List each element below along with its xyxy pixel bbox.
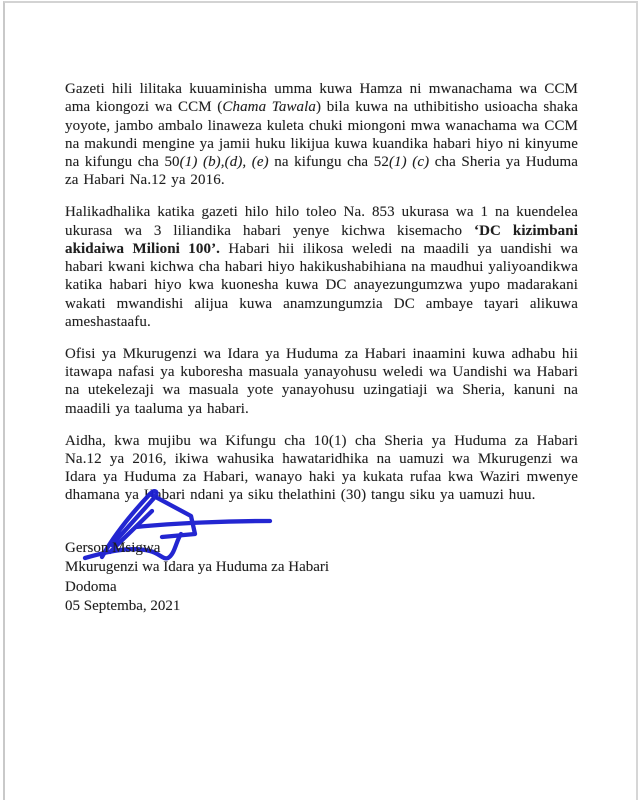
paragraph-segment: Halikadhalika katika gazeti hilo hilo toleo Na. 853 ukurasa wa 1 na kuendelea ukurasa wa 3 liliandika habari yenye kichwa kisemacho <box>65 204 578 239</box>
paragraph-segment: Ofisi ya Mkurugenzi wa Idara ya Huduma za Habari inaamini kuwa adhabu hii itawapa nafasi ya kuboresha masuala yanayohusu weledi wa Uandishi wa Habari na utekelezaji wa masuala yote yanayohusu uzingatiaji wa Sheria, kanuni na maadili ya taaluma ya habari. <box>65 345 578 417</box>
paragraph-segment: ) bila kuwa na uthibitisho usioacha shaka yoyote, jambo ambalo linaweza kuleta chuki miongoni mwa wanachama wa CCM na makundi mengine ya jamii huku likijua kuwa kuandika habari hiyo ni kinyume na kifungu cha 50 <box>65 99 578 171</box>
paragraph-segment: ‘DC kizimbani akidaiwa Milioni 100’. <box>65 222 578 257</box>
paragraph-segment: Chama Tawala <box>222 99 317 116</box>
paragraph-segment: Habari hii ilikosa weledi na maadili ya uandishi wa habari kwani kichwa cha habari hiyo hakikushabihiana na maudhui yaliyoandikwa katika habari hiyo kwa kuonesha kuwa DC anayezungumzwa yupo madarakani wakati mwandishi alijua kuwa anamzungumzia DC ambaye tayari alikuwa ameshastaafu. <box>65 240 578 331</box>
paragraph <box>65 203 578 331</box>
paragraph-segment: Aidha, kwa mujibu wa Kifungu cha 10(1) cha Sheria ya Huduma za Habari Na.12 ya 2016, ikiwa wahusika hawataridhika na uamuzi wa Mkurugenzi wa Idara ya Huduma za Habari, wanayo haki ya kukata rufaa kwa Waziri mwenye dhamana ya Habari ndani ya siku thelathini (30) tangu siku ya uamuzi huu. <box>65 432 578 504</box>
signatory-location: Dodoma <box>65 578 117 595</box>
letter-paragraphs <box>65 80 578 505</box>
signature-block <box>65 539 329 616</box>
paragraph-segment: Gazeti hili lilitaka kuuaminisha umma kuwa Hamza ni mwanachama wa CCM ama kiongozi wa CCM ( <box>65 81 578 116</box>
paragraph-segment: cha Sheria ya Huduma za Habari Na.12 ya 2016. <box>65 154 579 189</box>
letter-content <box>65 80 578 518</box>
paragraph-segment: (1) (b),(d), (e) <box>179 154 269 171</box>
paragraph-segment: na kifungu cha 52 <box>268 154 389 171</box>
paragraph <box>65 345 578 418</box>
letter-date: 05 Septemba, 2021 <box>65 597 181 614</box>
signatory-name: Gerson Msigwa <box>65 540 161 556</box>
signatory-title: Mkurugenzi wa Idara ya Huduma za Habari <box>65 559 330 576</box>
paragraph <box>65 80 578 190</box>
paragraph-segment: (1) (c) <box>388 154 430 171</box>
